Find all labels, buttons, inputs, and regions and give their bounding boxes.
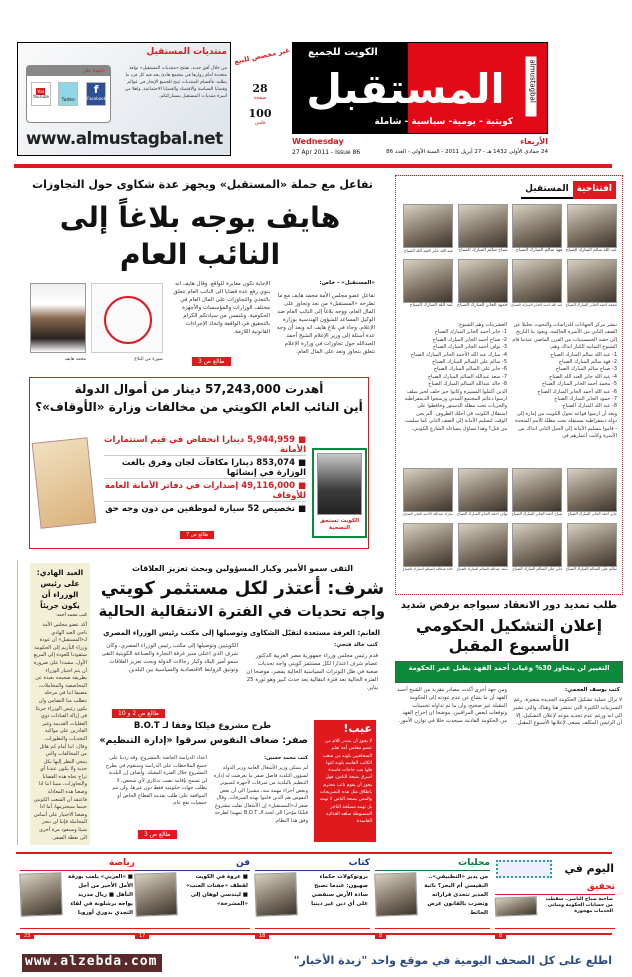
portrait-caption: مبارك عبدالله الأحمد الجابر الصباح	[403, 512, 453, 516]
strip-top-rule	[16, 852, 612, 854]
masthead-logo	[292, 42, 548, 134]
facebook-icon[interactable]: f Facebook	[86, 82, 106, 106]
emir-photo-frame	[312, 448, 367, 538]
sharaf-kicker: التقى سمو الأمير وكبار المسؤولين وبحث تعزيز العلاقات	[131, 564, 353, 573]
portrait	[512, 468, 562, 519]
editorial-label-red: افتتاحية	[573, 181, 616, 199]
portrait-caption: جابر علي السالم المبارك الصباح	[512, 567, 563, 571]
editorial-list-item: 6- جابر علي السالم المبارك الصباح	[433, 366, 507, 373]
sharaf-headline-1: شرف: أعتذر لكل مستثمر كويتي	[100, 578, 385, 599]
today-section[interactable]	[375, 858, 490, 939]
portrait	[567, 259, 617, 310]
portrait	[458, 523, 508, 574]
lead-byline: «المستقبل» - خاص:	[319, 280, 375, 286]
section-page-number	[375, 920, 490, 939]
sharaf-more-link[interactable]: طالع ص 2 و 10	[112, 709, 165, 718]
portrait	[403, 204, 453, 255]
editorial-left-intro: العشرينات وهم الشيوخ:	[457, 322, 507, 328]
section-thumbnail	[19, 872, 62, 916]
hayef-photo	[30, 283, 86, 353]
section-label: محليات	[375, 858, 490, 871]
portrait-photo	[403, 259, 453, 303]
emir-photo	[317, 453, 362, 515]
awqaf-bullet-row	[104, 456, 306, 479]
portrait	[458, 468, 508, 519]
page-number: 18	[255, 933, 269, 939]
cabinet-headline: إعلان التشكيل الحكومي الأسبوع المقبل	[415, 616, 603, 655]
portrait-caption: صباح أحمد الجابر المبارك الصباح	[511, 512, 563, 516]
bullet-text-value: 49,116,000 إصدارات في دفاتر الأمانة العامة للأوقاف	[104, 481, 306, 501]
alzebda-slogan: اطلع على كل الصحف اليومية في موقع واحد "زبدة الأخبار"	[293, 954, 612, 967]
date-en: 27 Apr 2011 - Issue 86	[292, 149, 361, 156]
editorial-text-left	[403, 322, 507, 462]
logo-text: المستقبل	[306, 65, 505, 113]
section-teaser: ضاحية صباح الناصر.. سقطت من حسابات الحكومة ومباني الخدمات مهجورة	[545, 897, 613, 915]
portrait	[512, 523, 562, 574]
editorial-list-item: 5- سالم علي السالم المبارك الصباح	[432, 359, 507, 366]
photo-row	[403, 468, 617, 519]
cabinet-banner-box	[395, 661, 623, 683]
day-en: Wednesday	[292, 137, 344, 146]
portrait-photo	[458, 523, 508, 567]
page-number: 17	[135, 933, 149, 939]
section-page-number	[255, 920, 370, 939]
strip-bottom-rule	[16, 933, 612, 935]
page-number: 8	[375, 933, 386, 939]
editorial-list-item: 2- صباح أحمد الجابر المبارك الصباح	[432, 336, 507, 343]
cabinet-banner: التغيير لن يتجاوز 30% وغياب أحمد الفهد يطيل عمر الحكومة	[408, 664, 610, 672]
price-label: فلس	[254, 120, 266, 126]
bullet-text-value: 853,074 دينارا مكافآت لجان وفرق بالغت الوزارة في إنشائها	[121, 458, 306, 478]
section-page-number	[495, 920, 615, 939]
portrait	[403, 259, 453, 310]
youtube-icon[interactable]: You YouTube	[31, 82, 51, 106]
facebook-label: Facebook	[87, 96, 106, 101]
not-for-sale: غير مخصص للبيع	[233, 46, 291, 66]
portrait-caption: جابر أحمد الجابر المبارك الصباح	[567, 512, 617, 516]
safar-kicker: طرح مشروع فيلكا وفقا لـ B.O.T	[133, 721, 272, 731]
doc-caption: صورة من البلاغ	[134, 357, 163, 362]
portrait-caption: صباح سالم المبارك الصباح	[458, 248, 508, 253]
twitter-icon[interactable]	[58, 82, 78, 106]
portrait-caption: عبد الله سالم المبارك الصباح	[565, 248, 617, 253]
sharaf-subheadline: الغانم: الغرفة مستعدة لتقبّل الشكاوى وتوصيلها إلى مكتب رئيس الوزراء المصري	[103, 629, 380, 637]
tagline-top: الكويت للجميع	[308, 47, 378, 58]
forums-body: من خلال أفق جديد، تفتتح «منتديات المستقبل» نوافذ متعددة أمام زوارها في مجتمع هادئ يجد فيه كل فرد ما يطلبه. فأقسام المنتديات تتيح للجميع الإبحار في عوالم وقضايا السياسة والاقتصاد والقضايا الاجتماعية. واهلا من أسرة منتديات المستقبل بمشاركتكم.	[124, 66, 227, 99]
forums-title: منتديات المستقبل	[146, 47, 227, 57]
portrait	[458, 259, 508, 310]
day-ar: الأربعاء	[520, 137, 548, 146]
bullet-text-value: 5,944,959 دينارا انخفاض في قيم استثمارات الأمانة	[104, 435, 306, 455]
complaint-document-image	[91, 283, 163, 353]
sideline-body: أكد عضو مجلس الأمة ناجي العبد الهادي لـ«المستقبل» أن عودة وزراء التأزيم إلى الحكومة ستقودنا للعودة إلى المربع الأول، مشددا على ضرورة أن يتم اختيار الوزراء بطريقة صحيحة بعيدة عن المحاصصة والمجاملات، مضيفا اننا في مرحلة تتطلب منا التضامن وان يكون رئيس الوزراء جريئا في إزالة القيادات ذوي العقليات القديمة وغير القادرين على مواكبة التحديات والتطورات. وقال: اننا أمام كم هائل من المخالفات والتي ينبغي النظر إليها بكل جدية ولا يكون عندنا أي تراخ تجاه هذه القضايا والتجاوزات، مبينا اننا اذا وضعنا هذه المعادلة فاعتقد أن الشعب الكويتي حينما سيحترمها، أما اذا وضعنا الاختيار على أساس المجاملة فإننا لن ننجز شيئا وسنعود مرة أخرى الى نقطة الصفر.	[33, 622, 87, 841]
lead-more-link[interactable]: طالع ص 3	[192, 357, 231, 366]
lead-kicker: تفاعل مع حملة «المستقبل» ويجهز عدة شكاوى حول التجاوزات	[32, 178, 373, 191]
founders-photo-grid	[403, 204, 617, 314]
second-generation-photo-grid	[403, 468, 617, 578]
editorial-list-item: 3- صباح سالم المبارك الصباح	[555, 366, 617, 373]
portrait	[512, 204, 562, 255]
portrait	[458, 204, 508, 255]
portrait-caption: نواف أحمد الجابر المبارك الصباح	[456, 512, 508, 516]
awqaf-bullet-row	[104, 433, 306, 456]
safar-col1: لم يتمكن وزير الأشغال العامة وزير الدولة لشؤون البلدية فاضل صفر ما تعرضت له إدارة التنظيم بالبلدية من سرقات لأجهزة كمبيوتر وبعض أجزاء مهمة منه، مشيرا الى أن بعض النفوس هم الذين قاموا بهذه السرقات. وقال صفر لـ«المستقبل» إن الأشغال نقلت مشروع فيلكا مؤخرا الى لجنة الـ B.O.T تمهيدا لطرحه وفق هذا النظام.	[213, 765, 308, 824]
cabinet-byline: كتب يوسف العجمي:	[564, 687, 620, 693]
editorial-list-item: 7- سعد عبدالله السالم المبارك الصباح	[427, 373, 507, 380]
sideline-box	[30, 563, 90, 845]
lead-headline: هايف يوجه بلاغاً إلى النائب العام	[59, 201, 341, 271]
editorial-list-item: 4- مبارك عبد الله الأحمد الجابر المبارك الصباح	[410, 351, 507, 358]
sharaf-byline: كتب خالد فتحي:	[334, 642, 378, 648]
today-logo	[496, 860, 552, 878]
today-section[interactable]	[255, 858, 370, 939]
cabinet-col2: ومن جهة أخرى أكدت مصادر مقربة من الشيخ أحمد الفهد أن ما يشاع عن عدم عودته إلى الحكومة المقبلة غير صحيح، وان ما تم تداوله تخمينات وتوقعات لبعض المراقبين، موضحا ان إخراج الفهد من الحكومة القادمة سيحدث خللا في توازن الأمور.	[397, 687, 507, 725]
safar-more-link[interactable]: طالع ص 3	[138, 830, 177, 839]
pages-label: صفحة	[253, 95, 267, 101]
today-section[interactable]	[135, 858, 250, 939]
photo-row	[403, 259, 617, 310]
editorial-text-2: وبعد أن ارسوا قواعد تحول الكويت من إمارة إلى دولة ديمقراطية مستقلة تحت مظلة الأمم المتحدة - قاموا بتسليم الأمانة إلى الجيل الثاني انذاك من الأسرة وكانت أعمارهم في	[515, 410, 617, 440]
section-label: رياضة	[20, 858, 135, 871]
editorial-left-text-2: الذين أكملوا المسيرة وكانوا خير خلف لخير سلف ارسوا دعائم المجتمع المدني ورسخوا الديمقراطية والحريات تحت مظلة الدستور وحافظوا على استقلال الكويت في أحلك الظروف. ألم يحن الوقت لتسليم الأمانة إلى الصف الثاني كما سلمت من قبل؟ وهذا تساؤل يتساءله الشارع الكويتي.	[404, 388, 507, 432]
hayef-caption: محمد هايف	[64, 357, 86, 362]
portrait-photo	[403, 468, 453, 512]
awqaf-box	[29, 377, 369, 549]
side-latin: almustagbal	[526, 57, 537, 117]
portrait-caption: سعد عبدالله السالم المبارك الصباح	[456, 567, 508, 571]
portrait	[567, 204, 617, 255]
portrait-photo	[512, 259, 562, 303]
ayb-title: عيب!	[343, 722, 372, 735]
sharaf-col2: الكويتيين وتوصيلها إلى مكتب رئيس الوزراء المصري. وكان شرف الذي اعتلى منبر غرفة التجارة والصناعة الكويتية التقى سمو أمير البلاد وكبار رجالات الدولة وبحث تعزيز العلاقات وتوثيق الروابط الاقتصادية والسياسية بين البلدين.	[101, 643, 238, 673]
emir-photo-caption: الكويت تستحق التضحية	[319, 518, 360, 531]
section-teaser: ■ «العربي» يلعب بورقة الأمل الأخير من أجل التأهل ■ ريال مدريد يواجه برشلونة في لقاء التحدي بدوري أوروبا	[67, 874, 133, 916]
photo-row	[403, 523, 617, 574]
editorial-list-right	[512, 352, 617, 411]
bullet-text: ■ 853,074 دينارا مكافآت لجان وفرق بالغت الوزارة في إنشائها	[121, 458, 306, 478]
portrait-caption: عبد الله أحمد الجابر المبارك الصباح	[511, 303, 563, 307]
safar-col2: اعداد الدراسة الخاصة بالمشروع، وقد ردتنا على جميع الملاحظات على الدراسة وستقوم في بطرح المشروع خلال الفترة المقبلة. وأضاف إن البلدية لن تسمح بإقامة نصب تذكاري لأي شخص، لا يطلب جهات حكومية فقط دون غيرها، ولن تتم الموافقة على طلب يقدمه القطاع الخاص أو جمعيات نفع عام.	[105, 755, 207, 806]
cabinet-col1: لا تزال عملية تشكيل الحكومة الجديدة متعثرة، رغم التسريبات الكثيرة التي تنتشر هنا وهناك والتي تشير الى انه ورغم عدم تحديد موعد لإعلان التشكيل، إلا أن الرئيس المكلف يسعى لإعلانها الأسبوع المقبل.	[512, 697, 622, 727]
left-column-rule	[17, 560, 18, 845]
section-label: تحقيق	[495, 882, 615, 895]
section-teaser: بروتوكولات حكماء صهيون: عندما نصبح سادة الأرض سنقضي على أي دين غير ديننا	[311, 874, 368, 907]
masthead-subtitle: كويتية - يومية- سياسية - شاملة	[374, 117, 513, 127]
portrait-caption: فهد سالم المبارك الصباح	[515, 248, 563, 253]
portrait-caption: عبد الله جابر العبد الله الصباح	[403, 248, 453, 253]
portrait-photo	[512, 468, 562, 512]
awqaf-more-link[interactable]: طالع ص 7	[180, 531, 214, 539]
portrait-photo	[458, 468, 508, 512]
today-title: اليوم في	[564, 862, 614, 875]
editorial-list-item: 4- عبد الله جابر العبد الله الصباح	[549, 373, 617, 380]
editorial-list-item: 2- فهد سالم المبارك الصباح	[558, 359, 617, 366]
portrait-photo	[403, 523, 453, 567]
twitter-label: Twitter	[61, 97, 76, 102]
bullet-text-value: تخصيص 52 سيارة لموظفين من دون وجه حق	[105, 504, 295, 514]
forums-ad[interactable]	[17, 42, 231, 156]
editorial-list-item: 8- خالد عبدالله السالم المبارك الصباح	[428, 381, 507, 388]
safar-headline: صفر: ضعاف النفوس سرقوا «إدارة التنظيم»	[99, 735, 308, 746]
editorial-text-right	[512, 322, 617, 462]
social-box	[26, 65, 111, 123]
lead-col2: الإجابة تكون مغايرة للواقع. وقال هايف انه ينوي رفع عدة قضايا الى النائب العام تتعلق بالتعدي والتجاوزات على المال العام في مختلف الوزارات والمؤسسات والأجهزة الحكومية. ونلتمس من سيادتكم الكرام بالتحقيق في الواقعة واتخاذ الإجراءات القانونية اللازمة.	[173, 281, 270, 335]
editorial-list-item: 1- جابر أحمد الجابر المبارك الصباح	[434, 329, 507, 336]
bullet-text: ■ تخصيص 52 سيارة لموظفين من دون وجه حق	[105, 504, 306, 514]
section-label: كتاب	[255, 858, 370, 871]
price-value: 100	[248, 107, 272, 120]
portrait-photo	[567, 259, 617, 303]
portrait-photo	[403, 204, 453, 248]
section-thumbnail	[374, 872, 417, 916]
alzebda-url[interactable]: www.alzebda.com	[22, 954, 162, 972]
safar-byline: كتب محمد حسين:	[264, 755, 308, 761]
section-page-number	[20, 920, 135, 939]
awqaf-bullet-row	[104, 479, 306, 502]
awqaf-headline: أين النائب العام الكويتي من مخالفات وزارة «الأوقاف»؟	[35, 400, 363, 414]
portrait-photo	[512, 204, 562, 248]
sharaf-headline-2: واجه تحديات في الفترة الانتقالية الحالية	[98, 604, 385, 620]
editorial-list-item: 8- عبد الله المبارك الصباح	[562, 403, 617, 410]
sharaf-col1: قدم رئيس مجلس وزراء جمهورية مصر العربية الدكتور عصام شرف اعتذارا لكل مستثمر كويتي واجه تحديات صعبة في ظل التوترات السياسية الحالية بمصر، موضحا ان الفترة الحالية تعد فترة انتقالية بعد حدث كبير وهو ثورة 25 يناير.	[246, 653, 378, 691]
section-page-number	[135, 920, 250, 939]
editorial-intro: تنشر مركز الجهادات للدراسات والبحوث تحليلا عن الصف الثاني من الأسرة الحاكمة، ويعود بنا التاريخ إلى حقبة الخمسينيات من القرن الماضي عندما قام الشيوخ الثمانية الكبار انذاك وهم:	[512, 322, 617, 351]
bullet-text: ■ 5,944,959 دينارا انخفاض في قيم استثمارات الأمانة	[104, 435, 306, 455]
sideline-headline: العبد الهادي: على رئيس الوزراء أن يكون جريئاً	[36, 568, 84, 610]
ayb-body: لا يجوز أن يصدر كلام من عضو مجلس أمة تعلم الصحافيين بلونه من شعب الكاتب الفاسد بلونه انتها فلها مت حاجات فاسدة أسرق بصحة الناس، فهل يجوز أن يقوم نائب محترم باطلاق مثل هذه التصريحات والمس بصحة الناس لا تهمه بل تهمه مصلحة التاجر المضبوطة سلعه الغذائية الفاسدة.	[319, 739, 372, 825]
masthead-divider	[14, 164, 612, 168]
page-number: 23	[20, 933, 34, 939]
date-ar: 24 جمادى الأولى 1432 هـ - 27 أبريل 2011 - السنة الأولى - العدد 86	[386, 149, 548, 155]
section-thumbnail	[254, 872, 297, 916]
portrait-caption: عبد الله المبارك الصباح	[409, 303, 453, 308]
editorial-list-item: 7- حمود الجابر المبارك الصباح	[554, 396, 617, 403]
youtube-label: YouTube	[32, 94, 49, 99]
awqaf-bullet-row	[104, 502, 306, 525]
editorial-list-item: 1- عبد الله سالم المبارك الصباح	[550, 351, 617, 358]
today-section[interactable]	[495, 882, 615, 939]
price-box	[245, 82, 275, 126]
portrait-photo	[458, 204, 508, 248]
cabinet-kicker: طلب تمديد دور الانعقاد سيواجه برفض شديد	[400, 600, 618, 611]
section-teaser: ■ عروة في الكويت لقطف «جفنات العنب» ■ ليندسي لوهان إلى «المشرحة»	[186, 874, 248, 907]
portrait-caption: محمد أحمد الجابر المبارك الصباح	[565, 303, 617, 307]
section-thumbnail	[495, 896, 538, 916]
portrait-caption: سالم علي السالم المبارك الصباح	[565, 567, 617, 571]
bullet-text: ■ 49,116,000 إصدارات في دفاتر الأمانة العامة للأوقاف	[104, 481, 306, 501]
portrait-photo	[567, 468, 617, 512]
ayb-box	[314, 720, 376, 842]
portrait	[403, 468, 453, 519]
editorial-list-item: 3- نواف أحمد الجابر المبارك الصباح	[432, 344, 507, 351]
portrait-photo	[512, 523, 562, 567]
editorial-list-left	[403, 329, 507, 388]
editorial-label	[521, 181, 616, 199]
awqaf-kicker: أهدرت 57,243,000 دينار من أموال الدولة	[74, 382, 324, 396]
portrait	[567, 523, 617, 574]
photo-row	[403, 204, 617, 255]
forums-url[interactable]: www.almustagbal.net	[26, 128, 223, 148]
follow-label: تابعونا على	[27, 66, 110, 76]
editorial-list-item: 6- عبد الله أحمد الجابر المبارك الصباح	[537, 388, 617, 395]
awqaf-bullets	[104, 433, 306, 525]
portrait-caption: حمود الجابر المبارك الصباح	[457, 303, 508, 308]
section-teaser: من يدير «التطبيقي».. النفيسي أم البحر؟ نائبة المدير تتحدى قراراته وتضرب بالقانون عرض الحائط	[424, 874, 488, 916]
portrait-photo	[567, 204, 617, 248]
today-section[interactable]	[20, 858, 135, 939]
portrait	[567, 468, 617, 519]
portrait	[403, 523, 453, 574]
editorial-label-black: المستقبل	[521, 181, 573, 199]
section-label: فن	[135, 858, 250, 871]
pages-count: 28	[252, 82, 268, 95]
page-number: 8	[495, 933, 506, 939]
portrait	[512, 259, 562, 310]
lead-col1: تفاعل عضو مجلس الأمة محمد هايف مع ما تطرحه «المستقبل» من تعد وتجاوز على المال العام، ووجه بلاغاً إلى النائب العام ضد الوكيل المساعد للشؤون الهندسية بوزارة الإعلام. وجاء في بلاغ هايف انه وبعد أن وجه عدة أسئلة إلى وزير الإعلام الشيخ أحمد العبدالله حول تجاوزات في وزارة الإعلام تتعلق بتجاوز وتعد على المال العام.	[276, 293, 375, 355]
portrait-photo	[458, 259, 508, 303]
portrait-caption: خالد عبدالله السالم المبارك الصباح	[402, 567, 453, 571]
awqaf-document-image	[32, 437, 97, 528]
section-thumbnail	[134, 872, 177, 916]
portrait-photo	[567, 523, 617, 567]
editorial-list-item: 5- محمد أحمد الجابر المبارك الصباح	[541, 381, 617, 388]
sideline-byline: كتب محمد أحمد:	[55, 613, 87, 618]
